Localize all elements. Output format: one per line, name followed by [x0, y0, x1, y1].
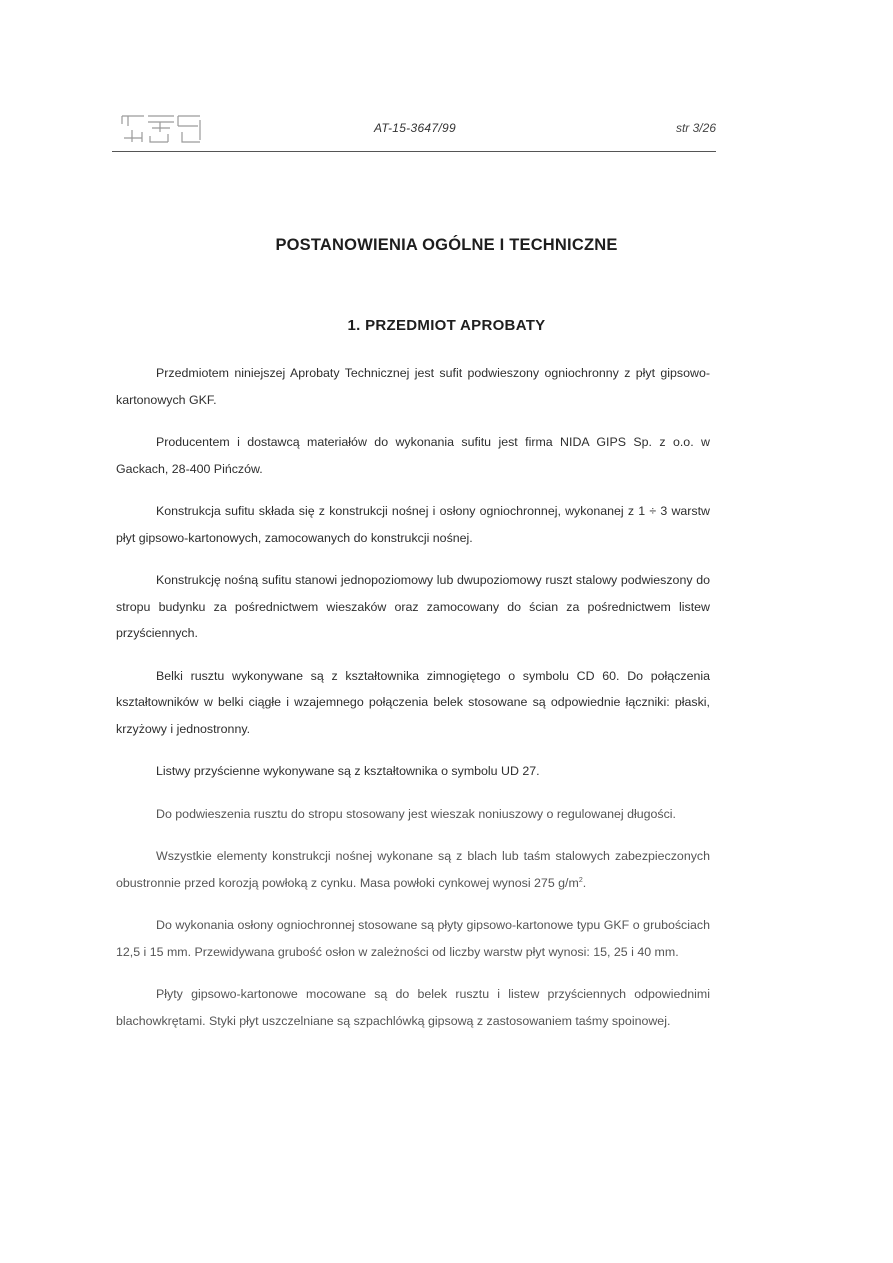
paragraph: Konstrukcję nośną sufitu stanowi jednopoziomowy lub dwupoziomowy ruszt stalowy podwieszony do stropu budynku za pośrednictwem wieszaków oraz zamocowany do ścian za pośrednictwem listew przyściennych. — [116, 573, 710, 640]
section-heading: 1. PRZEDMIOT APROBATY — [347, 317, 546, 334]
unit-superscript: 2 — [578, 876, 583, 884]
document-body — [116, 360, 710, 1050]
page-number: str 3/26 — [675, 121, 716, 135]
paragraph: Płyty gipsowo-kartonowe mocowane są do belek rusztu i listew przyściennych odpowiednimi blachowkrętami. Styki płyt uszczelniane są szpachlówką gipsową z zastosowaniem taśmy spoinowej. — [116, 987, 710, 1028]
document-code: AT-15-3647/99 — [374, 121, 456, 135]
page-header — [112, 108, 716, 154]
paragraph: Do podwieszenia rusztu do stropu stosowany jest wieszak noniuszowy o regulowanej długości. — [156, 806, 676, 821]
paragraph: Przedmiotem niniejszej Aprobaty Technicznej jest sufit podwieszony ogniochronny z płyt gipsowo-kartonowych GKF. — [116, 366, 710, 407]
paragraph-end: . — [582, 875, 587, 890]
header-divider — [112, 151, 716, 152]
paragraph: Konstrukcja sufitu składa się z konstrukcji nośnej i osłony ogniochronnej, wykonanej z 1 ÷ 3 warstw płyt gipsowo-kartonowych, zamocowanych do konstrukcji nośnej. — [116, 504, 710, 545]
paragraph: Do wykonania osłony ogniochronnej stosowane są płyty gipsowo-kartonowe typu GKF o grubościach 12,5 i 15 mm. Przewidywana grubość osłon w zależności od liczby warstw płyt wynosi: 15, 25 i 40 mm. — [116, 918, 710, 959]
paragraph: Producentem i dostawcą materiałów do wykonania sufitu jest firma NIDA GIPS Sp. z o.o. w Gackach, 28-400 Pińczów. — [116, 435, 710, 476]
paragraph: Listwy przyścienne wykonywane są z kształtownika o symbolu UD 27. — [156, 764, 540, 778]
paragraph-text: Wszystkie elementy konstrukcji nośnej wykonane są z blach lub taśm stalowych zabezpieczonych obustronnie przed korozją powłoką z cynku. Masa powłoki cynkowej wynosi 275 g/m — [116, 849, 710, 890]
document-title: POSTANOWIENIA OGÓLNE I TECHNICZNE — [275, 236, 618, 254]
paragraph — [116, 843, 710, 896]
itb-logo-icon — [118, 112, 204, 146]
paragraph: Belki rusztu wykonywane są z kształtownika zimnogiętego o symbolu CD 60. Do połączenia kształtowników w belki ciągłe i wzajemnego połączenia belek stosowane są odpowiednie łączniki: płaski, krzyżowy i jednostronny. — [116, 668, 710, 736]
